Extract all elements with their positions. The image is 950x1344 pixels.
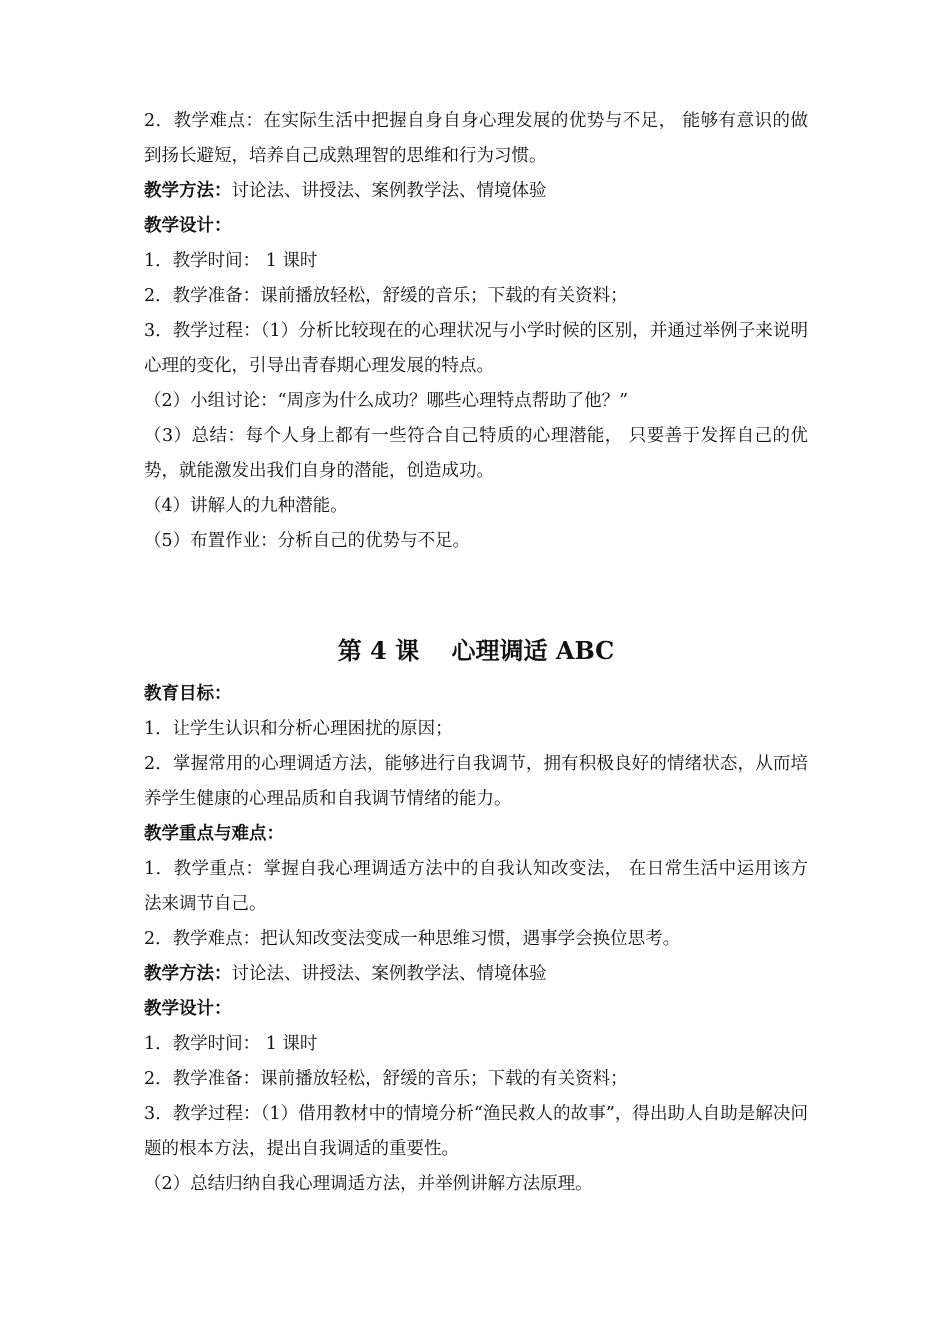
teaching-process-2-2: （2）总结归纳自我心理调适方法，并举例讲解方法原理。 — [144, 1174, 593, 1194]
document-page — [144, 104, 808, 1202]
teaching-method-text: 讨论法、讲授法、案例教学法、情境体验 — [231, 181, 547, 201]
teaching-process-1: 3．教学过程：（1）分析比较现在的心理状况与小学时候的区别，并通过举例子来说明心理的变化，引导出青春期心理发展的特点。 — [144, 321, 808, 376]
teaching-method — [144, 174, 808, 209]
key-difficulty-label: 教学重点与难点： — [144, 824, 284, 844]
teaching-method-text-2: 讨论法、讲授法、案例教学法、情境体验 — [231, 964, 547, 984]
teaching-prep-2: 2．教学准备：课前播放轻松，舒缓的音乐；下载的有关资料； — [144, 1069, 628, 1089]
teaching-design-label: 教学设计： — [144, 216, 232, 236]
teaching-difficulty-2: 2．教学难点：把认知改变法变成一种思维习惯，遇事学会换位思考。 — [144, 929, 681, 949]
teaching-time: 1．教学时间： 1 课时 — [144, 251, 318, 271]
teaching-time-2: 1．教学时间： 1 课时 — [144, 1034, 318, 1054]
teaching-prep: 2．教学准备：课前播放轻松，舒缓的音乐；下载的有关资料； — [144, 286, 628, 306]
goal-1: 1．让学生认识和分析心理困扰的原因； — [144, 719, 453, 739]
teaching-key: 1．教学重点：掌握自我心理调适方法中的自我认知改变法， 在日常生活中运用该方法来调节自己。 — [144, 859, 808, 914]
teaching-process-4: （4）讲解人的九种潜能。 — [144, 496, 348, 516]
section-gap — [144, 559, 808, 629]
teaching-process-5: （5）布置作业：分析自己的优势与不足。 — [144, 531, 471, 551]
teaching-method-label-2: 教学方法： — [144, 964, 232, 984]
teaching-difficulty: 2．教学难点：在实际生活中把握自身自身心理发展的优势与不足， 能够有意识的做到扬长避短，培养自己成熟理智的思维和行为习惯。 — [144, 111, 808, 166]
teaching-process-2: （2）小组讨论：“周彦为什么成功？哪些心理特点帮助了他？” — [144, 391, 629, 411]
goal-2: 2．掌握常用的心理调适方法，能够进行自我调节，拥有积极良好的情绪状态，从而培养学生健康的心理品质和自我调节情绪的能力。 — [144, 754, 808, 809]
teaching-method-2 — [144, 957, 808, 992]
lesson-title: 第 4 课 心理调适 ABC — [337, 636, 615, 665]
teaching-process-3: （3）总结：每个人身上都有一些符合自己特质的心理潜能， 只要善于发挥自己的优势，就能激发出我们自身的潜能，创造成功。 — [144, 426, 808, 481]
goal-label: 教育目标： — [144, 684, 232, 704]
teaching-design-label-2: 教学设计： — [144, 999, 232, 1019]
teaching-process-2-1: 3．教学过程：（1）借用教材中的情境分析“渔民救人的故事”，得出助人自助是解决问题的根本方法，提出自我调适的重要性。 — [144, 1104, 808, 1159]
teaching-method-label: 教学方法： — [144, 181, 232, 201]
